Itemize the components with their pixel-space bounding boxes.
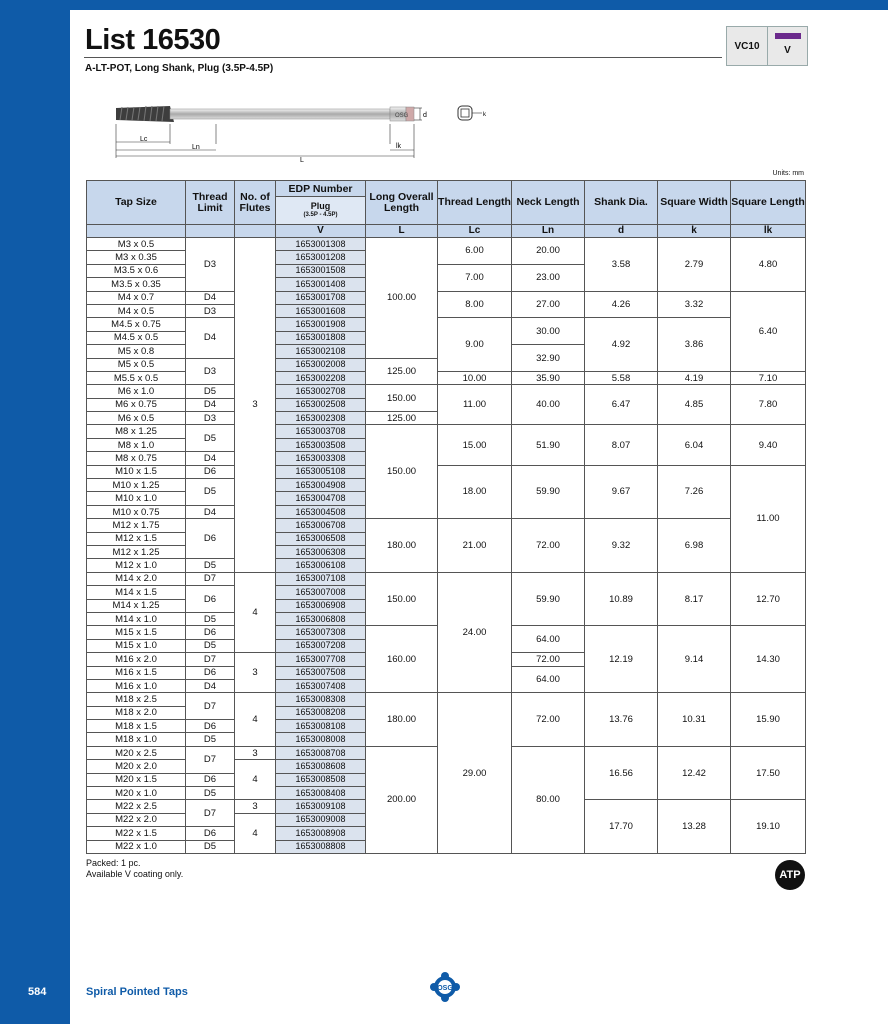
edp-number-cell: 1653008508 <box>276 773 366 786</box>
neck-length-cell: 23.00 <box>512 264 585 291</box>
tap-size-cell: M10 x 0.75 <box>87 505 186 518</box>
table-row <box>87 385 806 398</box>
thread-limit-cell: D3 <box>186 238 235 292</box>
edp-number-cell: 1653008808 <box>276 840 366 853</box>
neck-length-cell: 40.00 <box>512 385 585 425</box>
shank-dia-cell: 9.32 <box>585 519 658 573</box>
edp-number-cell: 1653009008 <box>276 813 366 826</box>
edp-number-cell: 1653006508 <box>276 532 366 545</box>
square-width-cell: 4.19 <box>658 371 731 384</box>
flutes-cell: 3 <box>235 800 276 813</box>
overall-length-cell: 200.00 <box>366 746 438 853</box>
edp-number-cell: 1653002508 <box>276 398 366 411</box>
thread-length-cell: 15.00 <box>438 425 512 465</box>
thread-limit-cell: D6 <box>186 773 235 786</box>
flutes-cell: 4 <box>235 693 276 747</box>
tap-size-cell: M3.5 x 0.6 <box>87 264 186 277</box>
thread-limit-cell: D5 <box>186 425 235 452</box>
coating-badges <box>726 26 808 66</box>
edp-number-cell: 1653008908 <box>276 827 366 840</box>
thread-limit-cell: D4 <box>186 679 235 692</box>
square-length-cell: 4.80 <box>731 238 806 292</box>
neck-length-cell: 72.00 <box>512 693 585 747</box>
table-row <box>87 572 806 585</box>
thread-limit-cell: D3 <box>186 412 235 425</box>
thread-limit-cell: D6 <box>186 827 235 840</box>
tap-size-cell: M8 x 0.75 <box>87 452 186 465</box>
edp-number-cell: 1653006708 <box>276 519 366 532</box>
neck-length-cell: 30.00 <box>512 318 585 345</box>
shank-dia-cell: 17.70 <box>585 800 658 854</box>
overall-length-cell: 180.00 <box>366 693 438 747</box>
edp-number-cell: 1653002308 <box>276 412 366 425</box>
col-shank-dia: Shank Dia. <box>585 181 658 225</box>
sym-neck: Ln <box>512 225 585 238</box>
table-row <box>87 425 806 438</box>
tap-size-cell: M15 x 1.0 <box>87 639 186 652</box>
edp-number-cell: 1653007408 <box>276 679 366 692</box>
tap-size-cell: M8 x 1.25 <box>87 425 186 438</box>
thread-limit-cell: D5 <box>186 479 235 506</box>
shank-dia-cell: 10.89 <box>585 572 658 626</box>
dim-l-label: L <box>300 157 304 164</box>
edp-number-cell: 1653007508 <box>276 666 366 679</box>
tap-size-cell: M22 x 2.0 <box>87 813 186 826</box>
dim-ln-label: Ln <box>192 144 200 151</box>
tap-size-cell: M18 x 2.5 <box>87 693 186 706</box>
tap-size-cell: M16 x 1.5 <box>87 666 186 679</box>
col-thread-limit: Thread Limit <box>186 181 235 225</box>
square-length-cell: 7.80 <box>731 385 806 425</box>
thread-limit-cell: D5 <box>186 559 235 572</box>
dim-lc-label: Lc <box>140 136 148 143</box>
spec-table <box>86 180 806 854</box>
overall-length-cell: 150.00 <box>366 425 438 519</box>
square-length-cell: 19.10 <box>731 800 806 854</box>
square-width-cell: 12.42 <box>658 746 731 800</box>
edp-number-cell: 1653001908 <box>276 318 366 331</box>
edp-number-cell: 1653006808 <box>276 612 366 625</box>
col-overall-length: Long Overall Length <box>366 181 438 225</box>
edp-number-cell: 1653001508 <box>276 264 366 277</box>
sym-blank-3 <box>235 225 276 238</box>
atp-badge: ATP <box>775 860 805 890</box>
tap-size-cell: M3 x 0.5 <box>87 238 186 251</box>
square-width-cell: 4.85 <box>658 385 731 425</box>
neck-length-cell: 72.00 <box>512 519 585 573</box>
thread-limit-cell: D7 <box>186 800 235 827</box>
shank-dia-cell: 8.07 <box>585 425 658 465</box>
flutes-cell: 4 <box>235 760 276 800</box>
tap-size-cell: M12 x 1.25 <box>87 545 186 558</box>
tap-size-cell: M18 x 2.0 <box>87 706 186 719</box>
tap-size-cell: M14 x 1.25 <box>87 599 186 612</box>
flutes-cell: 4 <box>235 813 276 853</box>
square-width-cell: 2.79 <box>658 238 731 292</box>
top-accent-bar <box>0 0 888 10</box>
thread-length-cell: 9.00 <box>438 318 512 372</box>
notes <box>86 858 183 880</box>
thread-length-cell: 21.00 <box>438 519 512 573</box>
tap-size-cell: M4 x 0.7 <box>87 291 186 304</box>
svg-text:OSG: OSG <box>437 985 453 992</box>
units-label: Units: mm <box>772 170 804 177</box>
sym-blank-2 <box>186 225 235 238</box>
thread-length-cell: 18.00 <box>438 465 512 519</box>
table-row <box>87 693 806 706</box>
neck-length-cell: 59.90 <box>512 572 585 626</box>
shank-dia-cell: 12.19 <box>585 626 658 693</box>
thread-limit-cell: D6 <box>186 586 235 613</box>
coating-color-bar <box>775 33 801 39</box>
note-packed: Packed: 1 pc. <box>86 858 141 868</box>
page-subtitle: A-LT-POT, Long Shank, Plug (3.5P-4.5P) <box>85 63 274 74</box>
tap-size-cell: M6 x 0.5 <box>87 412 186 425</box>
edp-number-cell: 1653007308 <box>276 626 366 639</box>
thread-length-cell: 7.00 <box>438 264 512 291</box>
thread-limit-cell: D4 <box>186 318 235 358</box>
table-row <box>87 318 806 331</box>
thread-limit-cell: D5 <box>186 840 235 853</box>
square-width-cell: 10.31 <box>658 693 731 747</box>
tap-size-cell: M8 x 1.0 <box>87 438 186 451</box>
thread-limit-cell: D5 <box>186 787 235 800</box>
thread-limit-cell: D6 <box>186 720 235 733</box>
edp-number-cell: 1653002708 <box>276 385 366 398</box>
tap-size-cell: M3 x 0.35 <box>87 251 186 264</box>
col-square-length: Square Length <box>731 181 806 225</box>
square-width-cell: 9.14 <box>658 626 731 693</box>
col-plug-sub: (3.5P - 4.5P) <box>303 211 338 218</box>
tap-size-cell: M3.5 x 0.35 <box>87 278 186 291</box>
neck-length-cell: 27.00 <box>512 291 585 318</box>
neck-length-cell: 72.00 <box>512 653 585 666</box>
section-title: Spiral Pointed Taps <box>86 986 188 998</box>
tap-neck <box>170 109 390 119</box>
thread-limit-cell: D6 <box>186 465 235 478</box>
edp-number-cell: 1653003308 <box>276 452 366 465</box>
edp-number-cell: 1653002008 <box>276 358 366 371</box>
tap-size-cell: M10 x 1.25 <box>87 479 186 492</box>
tap-drawing <box>110 96 510 164</box>
thread-limit-cell: D4 <box>186 398 235 411</box>
table-row <box>87 291 806 304</box>
square-width-cell: 3.32 <box>658 291 731 318</box>
sym-blank-1 <box>87 225 186 238</box>
edp-number-cell: 1653008708 <box>276 746 366 759</box>
col-edp-number: EDP Number <box>276 181 366 197</box>
flutes-cell: 3 <box>235 238 276 573</box>
tap-size-cell: M14 x 1.5 <box>87 586 186 599</box>
square-length-cell: 15.90 <box>731 693 806 747</box>
neck-length-cell: 64.00 <box>512 626 585 653</box>
thread-limit-cell: D4 <box>186 291 235 304</box>
square-length-cell: 11.00 <box>731 465 806 572</box>
edp-number-cell: 1653007208 <box>276 639 366 652</box>
tap-size-cell: M15 x 1.5 <box>87 626 186 639</box>
thread-limit-cell: D3 <box>186 358 235 385</box>
page-number: 584 <box>28 986 47 998</box>
thread-limit-cell: D7 <box>186 572 235 585</box>
sym-shank: d <box>585 225 658 238</box>
sym-edp: V <box>276 225 366 238</box>
thread-limit-cell: D5 <box>186 639 235 652</box>
svg-text:OSG: OSG <box>395 113 409 119</box>
edp-number-cell: 1653009108 <box>276 800 366 813</box>
thread-limit-cell: D5 <box>186 733 235 746</box>
edp-number-cell: 1653006908 <box>276 599 366 612</box>
tap-size-cell: M22 x 1.5 <box>87 827 186 840</box>
col-thread-length: Thread Length <box>438 181 512 225</box>
tap-size-cell: M12 x 1.5 <box>87 532 186 545</box>
tap-size-cell: M14 x 1.0 <box>87 612 186 625</box>
thread-length-cell: 6.00 <box>438 238 512 265</box>
edp-number-cell: 1653008608 <box>276 760 366 773</box>
col-no-flutes: No. of Flutes <box>235 181 276 225</box>
flutes-cell: 3 <box>235 653 276 693</box>
overall-length-cell: 180.00 <box>366 519 438 573</box>
dim-lk-label: lk <box>396 143 402 150</box>
table-row <box>87 465 806 478</box>
edp-number-cell: 1653008408 <box>276 787 366 800</box>
edp-number-cell: 1653002208 <box>276 371 366 384</box>
neck-length-cell: 51.90 <box>512 425 585 465</box>
col-plug <box>276 197 366 225</box>
tap-size-cell: M20 x 1.5 <box>87 773 186 786</box>
thread-limit-cell: D3 <box>186 304 235 317</box>
edp-number-cell: 1653001308 <box>276 238 366 251</box>
shank-dia-cell: 5.58 <box>585 371 658 384</box>
edp-number-cell: 1653007008 <box>276 586 366 599</box>
shank-dia-cell: 9.67 <box>585 465 658 519</box>
tap-size-cell: M22 x 2.5 <box>87 800 186 813</box>
overall-length-cell: 150.00 <box>366 385 438 412</box>
sym-overall: L <box>366 225 438 238</box>
edp-number-cell: 1653008308 <box>276 693 366 706</box>
edp-number-cell: 1653001708 <box>276 291 366 304</box>
tap-size-cell: M5.5 x 0.5 <box>87 371 186 384</box>
sym-sql: lk <box>731 225 806 238</box>
table-row <box>87 519 806 532</box>
tap-size-cell: M5 x 0.8 <box>87 345 186 358</box>
left-accent-bar <box>0 0 70 1024</box>
edp-number-cell: 1653003708 <box>276 425 366 438</box>
tap-size-cell: M22 x 1.0 <box>87 840 186 853</box>
thread-length-cell: 11.00 <box>438 385 512 425</box>
tap-size-cell: M18 x 1.5 <box>87 720 186 733</box>
square-length-cell: 7.10 <box>731 371 806 384</box>
square-section-icon <box>458 106 472 120</box>
tap-size-cell: M4 x 0.5 <box>87 304 186 317</box>
square-width-cell: 6.04 <box>658 425 731 465</box>
edp-number-cell: 1653001408 <box>276 278 366 291</box>
shank-dia-cell: 13.76 <box>585 693 658 747</box>
neck-length-cell: 80.00 <box>512 746 585 853</box>
square-length-cell: 6.40 <box>731 291 806 371</box>
thread-limit-cell: D7 <box>186 693 235 720</box>
square-length-cell: 9.40 <box>731 425 806 465</box>
edp-number-cell: 1653008108 <box>276 720 366 733</box>
edp-number-cell: 1653001808 <box>276 331 366 344</box>
edp-number-cell: 1653008208 <box>276 706 366 719</box>
edp-number-cell: 1653007708 <box>276 653 366 666</box>
edp-number-cell: 1653003508 <box>276 438 366 451</box>
thread-length-cell: 8.00 <box>438 291 512 318</box>
col-neck-length: Neck Length <box>512 181 585 225</box>
shank-dia-cell: 4.92 <box>585 318 658 372</box>
overall-length-cell: 160.00 <box>366 626 438 693</box>
square-width-cell: 3.86 <box>658 318 731 372</box>
square-width-cell: 8.17 <box>658 572 731 626</box>
tap-size-cell: M20 x 1.0 <box>87 787 186 800</box>
shank-dia-cell: 6.47 <box>585 385 658 425</box>
thread-length-cell: 24.00 <box>438 572 512 693</box>
coating-badge <box>768 27 807 65</box>
col-square-width: Square Width <box>658 181 731 225</box>
thread-limit-cell: D7 <box>186 653 235 666</box>
tap-size-cell: M16 x 1.0 <box>87 679 186 692</box>
thread-limit-cell: D7 <box>186 746 235 773</box>
tap-size-cell: M12 x 1.75 <box>87 519 186 532</box>
thread-limit-cell: D6 <box>186 626 235 639</box>
dim-k-label: k <box>483 112 486 118</box>
thread-limit-cell: D6 <box>186 666 235 679</box>
edp-number-cell: 1653004708 <box>276 492 366 505</box>
flutes-cell: 4 <box>235 572 276 652</box>
note-coating: Available V coating only. <box>86 869 184 879</box>
dim-d-label: d <box>423 112 427 119</box>
overall-length-cell: 150.00 <box>366 572 438 626</box>
title-rule <box>84 57 722 58</box>
thread-length-cell: 29.00 <box>438 693 512 854</box>
edp-number-cell: 1653001608 <box>276 304 366 317</box>
shank-dia-cell: 3.58 <box>585 238 658 292</box>
tap-size-cell: M14 x 2.0 <box>87 572 186 585</box>
col-plug-label: Plug <box>310 200 331 211</box>
thread-limit-cell: D4 <box>186 505 235 518</box>
tap-size-cell: M16 x 2.0 <box>87 653 186 666</box>
edp-number-cell: 1653007108 <box>276 572 366 585</box>
osg-logo-icon <box>430 972 460 1002</box>
neck-length-cell: 32.90 <box>512 345 585 372</box>
square-length-cell: 17.50 <box>731 746 806 800</box>
thread-limit-cell: D5 <box>186 385 235 398</box>
shank-dia-cell: 16.56 <box>585 746 658 800</box>
thread-length-cell: 10.00 <box>438 371 512 384</box>
thread-limit-cell: D6 <box>186 519 235 559</box>
square-width-cell: 6.98 <box>658 519 731 573</box>
tap-size-cell: M4.5 x 0.75 <box>87 318 186 331</box>
col-tap-size: Tap Size <box>87 181 186 225</box>
square-length-cell: 14.30 <box>731 626 806 693</box>
overall-length-cell: 125.00 <box>366 358 438 385</box>
flutes-cell: 3 <box>235 746 276 759</box>
edp-number-cell: 1653002108 <box>276 345 366 358</box>
tap-size-cell: M5 x 0.5 <box>87 358 186 371</box>
overall-length-cell: 100.00 <box>366 238 438 359</box>
table-row <box>87 238 806 251</box>
thread-limit-cell: D5 <box>186 612 235 625</box>
edp-number-cell: 1653001208 <box>276 251 366 264</box>
edp-number-cell: 1653006308 <box>276 545 366 558</box>
square-width-cell: 13.28 <box>658 800 731 854</box>
edp-number-cell: 1653008008 <box>276 733 366 746</box>
overall-length-cell: 125.00 <box>366 412 438 425</box>
material-badge: VC10 <box>727 27 768 65</box>
tap-size-cell: M6 x 0.75 <box>87 398 186 411</box>
edp-number-cell: 1653004508 <box>276 505 366 518</box>
neck-length-cell: 64.00 <box>512 666 585 693</box>
edp-number-cell: 1653004908 <box>276 479 366 492</box>
neck-length-cell: 20.00 <box>512 238 585 265</box>
tap-size-cell: M10 x 1.0 <box>87 492 186 505</box>
tap-size-cell: M20 x 2.0 <box>87 760 186 773</box>
tap-size-cell: M18 x 1.0 <box>87 733 186 746</box>
tap-size-cell: M20 x 2.5 <box>87 746 186 759</box>
coating-badge-label: V <box>784 45 791 56</box>
square-width-cell: 7.26 <box>658 465 731 519</box>
neck-length-cell: 59.90 <box>512 465 585 519</box>
page-title: List 16530 <box>85 24 221 56</box>
edp-number-cell: 1653006108 <box>276 559 366 572</box>
neck-length-cell: 35.90 <box>512 371 585 384</box>
tap-size-cell: M10 x 1.5 <box>87 465 186 478</box>
square-length-cell: 12.70 <box>731 572 806 626</box>
shank-dia-cell: 4.26 <box>585 291 658 318</box>
tap-size-cell: M6 x 1.0 <box>87 385 186 398</box>
tap-size-cell: M4.5 x 0.5 <box>87 331 186 344</box>
spec-table-body <box>87 238 806 854</box>
sym-sqw: k <box>658 225 731 238</box>
sym-thread: Lc <box>438 225 512 238</box>
tap-size-cell: M12 x 1.0 <box>87 559 186 572</box>
edp-number-cell: 1653005108 <box>276 465 366 478</box>
thread-limit-cell: D4 <box>186 452 235 465</box>
